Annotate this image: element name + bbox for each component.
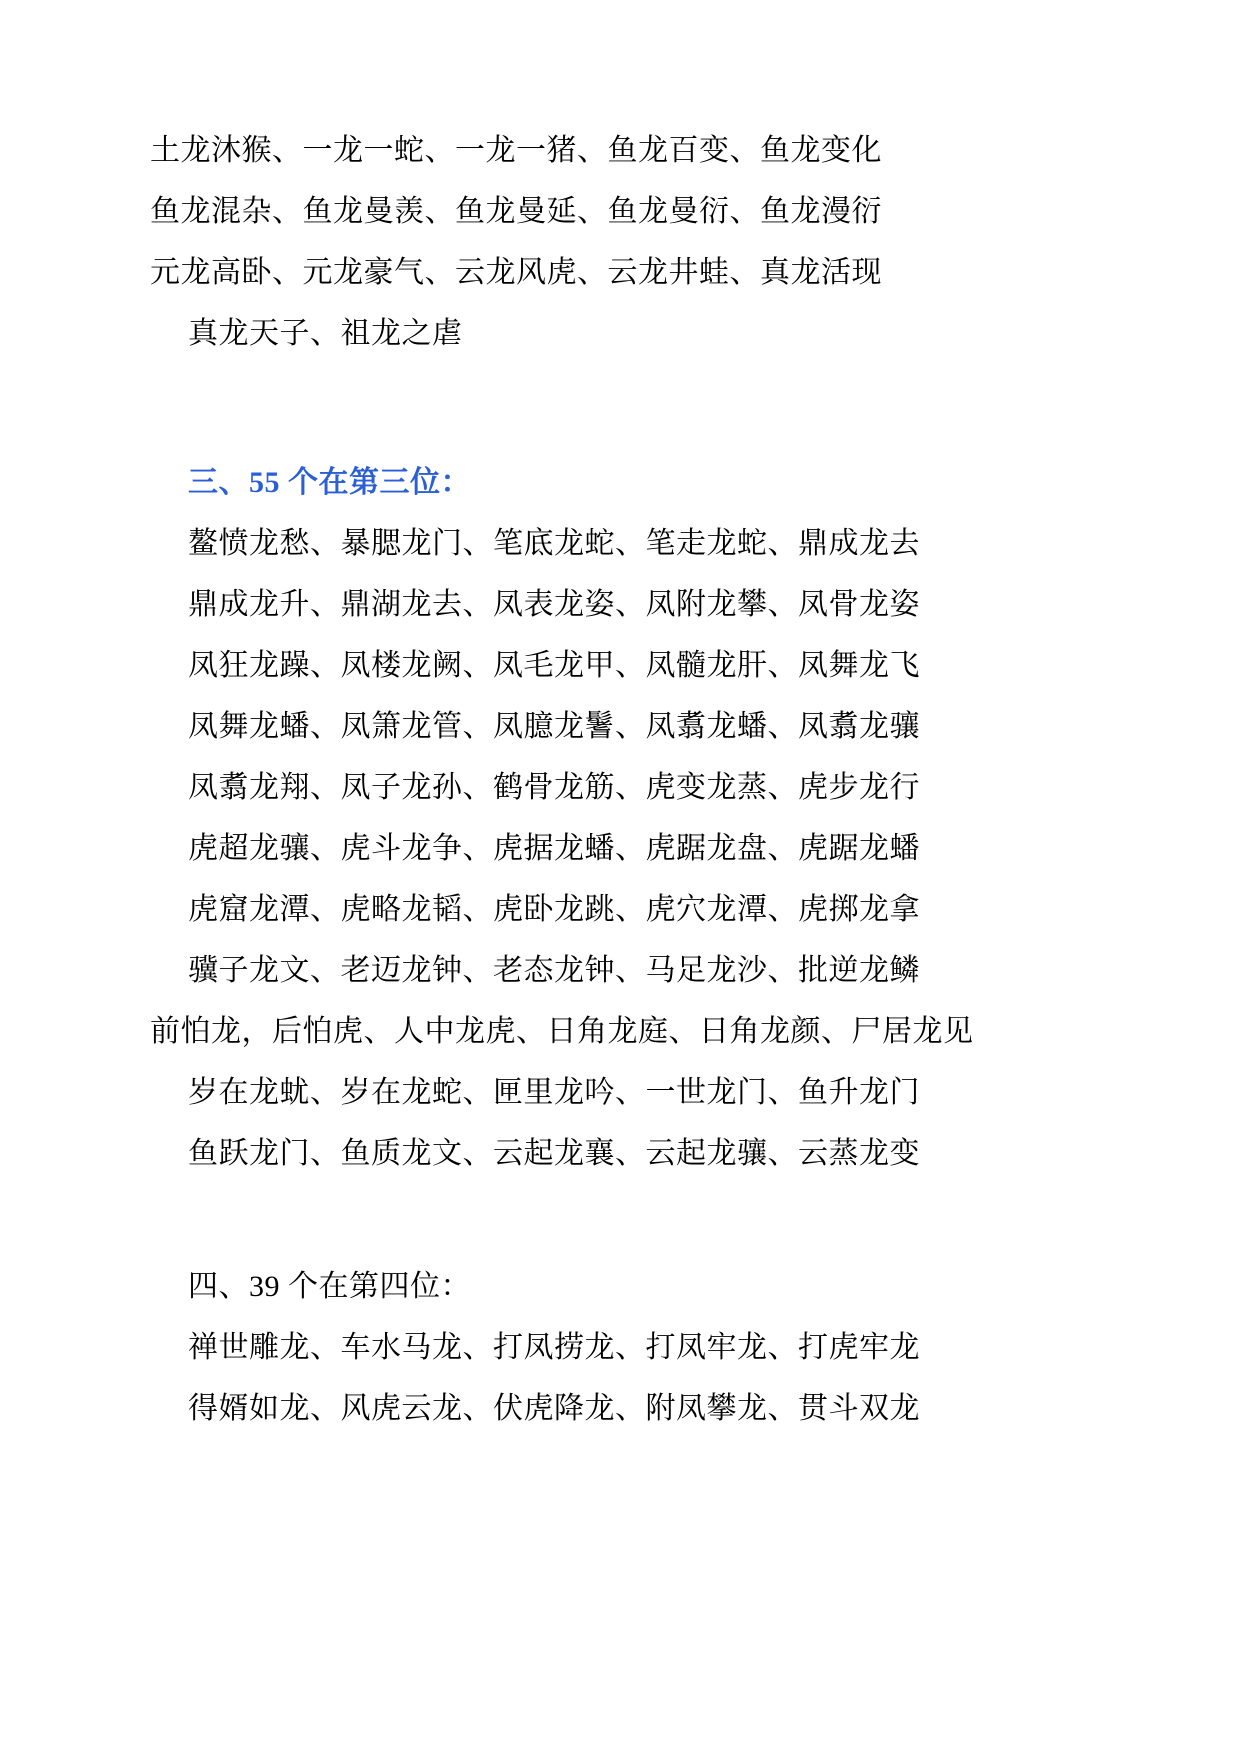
text-paragraph: 鼎成龙升、鼎湖龙去、凤表龙姿、凤附龙攀、凤骨龙姿 <box>188 588 920 621</box>
text-paragraph: 虎窟龙潭、虎略龙韬、虎卧龙跳、虎穴龙潭、虎掷龙拿 <box>188 893 920 926</box>
text-paragraph: 得婿如龙、风虎云龙、伏虎降龙、附凤攀龙、贯斗双龙 <box>188 1392 920 1425</box>
text-paragraph: 禅世雕龙、车水马龙、打凤捞龙、打凤牢龙、打虎牢龙 <box>188 1331 920 1364</box>
text-paragraph: 真龙天子、祖龙之虐 <box>188 317 463 350</box>
text-paragraph: 骥子龙文、老迈龙钟、老态龙钟、马足龙沙、批逆龙鳞 <box>188 954 920 987</box>
section-heading: 三、55 个在第三位： <box>188 466 471 499</box>
text-paragraph: 虎超龙骧、虎斗龙争、虎据龙蟠、虎踞龙盘、虎踞龙蟠 <box>188 832 920 865</box>
text-paragraph: 岁在龙蚘、岁在龙蛇、匣里龙吟、一世龙门、鱼升龙门 <box>188 1076 920 1109</box>
text-paragraph: 土龙沐猴、一龙一蛇、一龙一猪、鱼龙百变、鱼龙变化 <box>150 134 882 167</box>
paragraph-spacer <box>150 1184 1090 1256</box>
section-heading: 四、39 个在第四位： <box>188 1270 471 1303</box>
paragraph-spacer <box>150 364 1090 452</box>
text-paragraph: 鱼跃龙门、鱼质龙文、云起龙襄、云起龙骧、云蒸龙变 <box>188 1137 920 1170</box>
text-paragraph: 鳌愤龙愁、暴腮龙门、笔底龙蛇、笔走龙蛇、鼎成龙去 <box>188 527 920 560</box>
text-paragraph: 凤狂龙躁、凤楼龙阙、凤毛龙甲、凤髓龙肝、凤舞龙飞 <box>188 649 920 682</box>
text-paragraph: 鱼龙混杂、鱼龙曼羡、鱼龙曼延、鱼龙曼衍、鱼龙漫衍 <box>150 195 882 228</box>
document-body <box>150 120 1090 1439</box>
text-paragraph: 元龙高卧、元龙豪气、云龙风虎、云龙井蛙、真龙活现 <box>150 256 882 289</box>
text-paragraph: 凤舞龙蟠、凤箫龙管、凤臆龙鬐、凤翥龙蟠、凤翥龙骧 <box>188 710 920 743</box>
text-paragraph: 凤翥龙翔、凤子龙孙、鹤骨龙筋、虎变龙蒸、虎步龙行 <box>188 771 920 804</box>
text-paragraph: 前怕龙，后怕虎、人中龙虎、日角龙庭、日角龙颜、尸居龙见 <box>150 1015 974 1048</box>
